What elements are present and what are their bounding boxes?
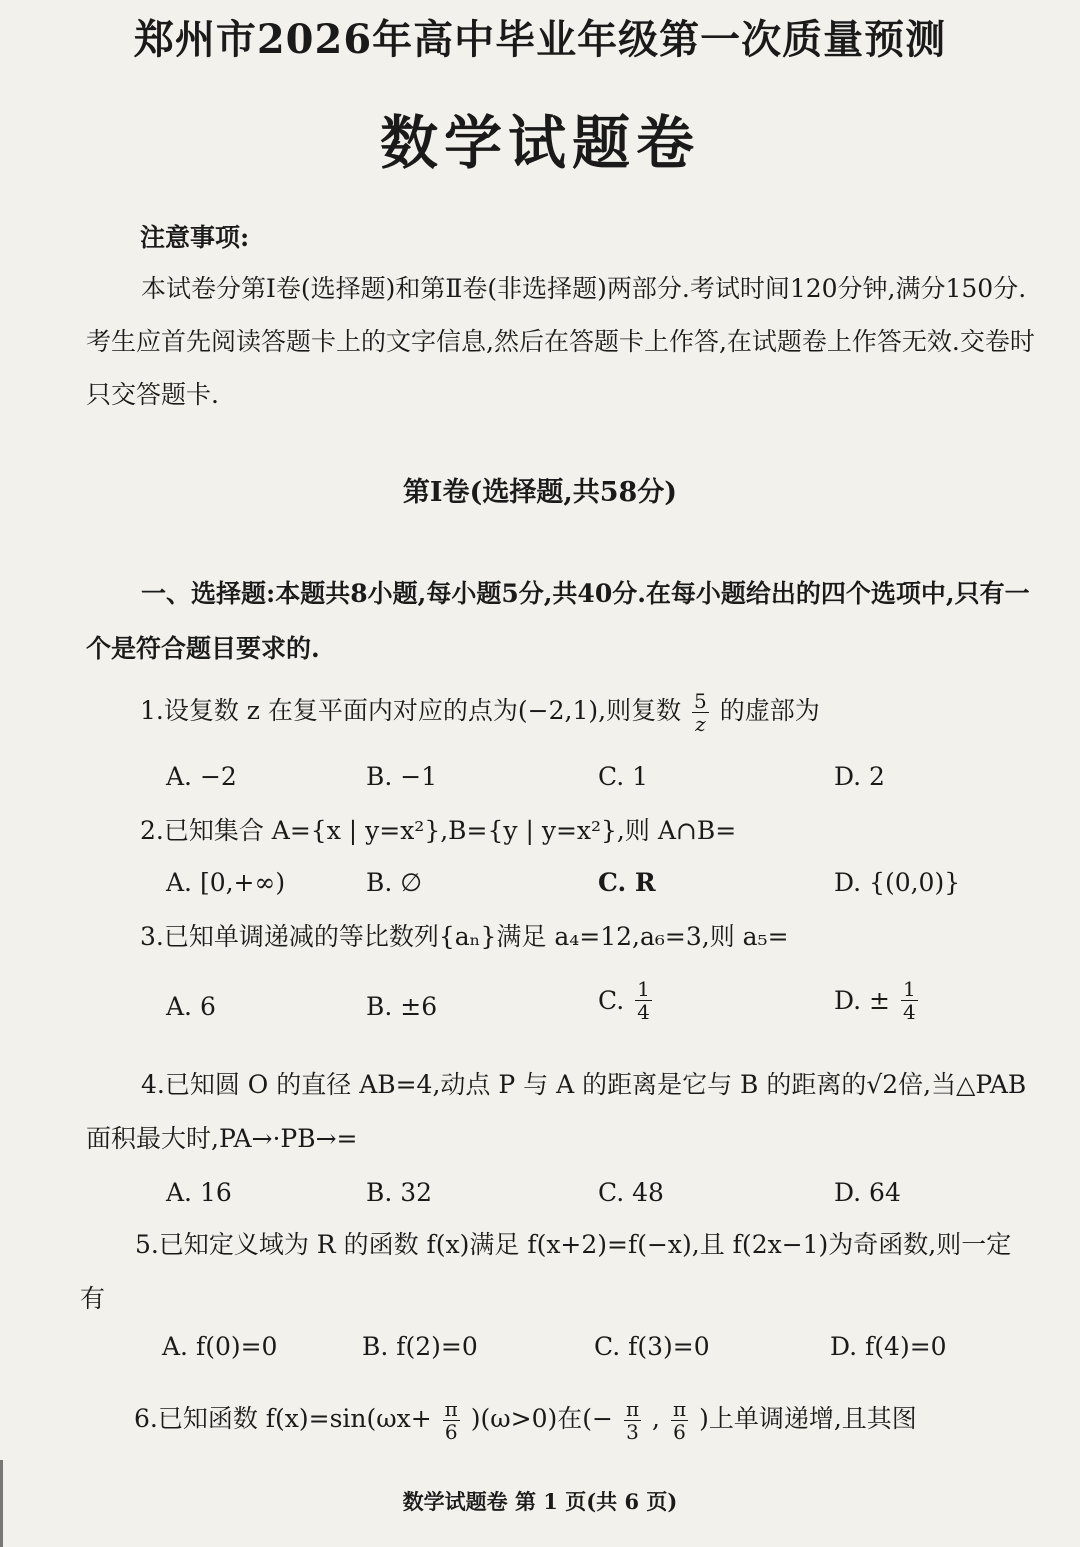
fraction-denominator: 3 <box>626 1420 639 1444</box>
notice-body: 本试卷分第Ⅰ卷(选择题)和第Ⅱ卷(非选择题)两部分.考试时间120分钟,满分150分.考生应首先阅读答题卡上的文字信息,然后在答题卡上作答,在试题卷上作答无效.交卷时只交答题卡. <box>86 274 1035 409</box>
fraction-numerator: π <box>672 1397 687 1421</box>
option-b: B. −1 <box>366 762 438 791</box>
question-6-fraction-3 <box>671 1398 688 1443</box>
section-title: 第Ⅰ卷(选择题,共58分) <box>402 477 678 508</box>
page-footer: 数学试题卷 第 1 页(共 6 页) <box>402 1489 678 1514</box>
question-1-stem-before: 1.设复数 z 在复平面内对应的点为(−2,1),则复数 <box>140 696 682 725</box>
fraction-denominator: 6 <box>444 1420 458 1444</box>
fraction-numerator: π <box>444 1397 458 1421</box>
question-1 <box>140 684 1040 738</box>
fraction-denominator: z <box>695 712 706 736</box>
question-3-stem: 3.已知单调递减的等比数列{aₙ}满足 a₄=12,a₆=3,则 a₅= <box>140 922 789 951</box>
question-2-options <box>166 868 1080 908</box>
option-d-fraction <box>901 978 918 1023</box>
question-6-stem-mid: )(ω>0)在(− <box>470 1404 613 1433</box>
question-2 <box>140 804 1040 858</box>
fraction-denominator: 4 <box>902 1000 916 1024</box>
option-a: A. 16 <box>166 1178 232 1207</box>
fraction-numerator: π <box>625 1397 640 1421</box>
option-c: C. R <box>598 868 656 897</box>
option-d: D. 2 <box>834 762 885 791</box>
fraction-numerator: 5 <box>694 689 707 713</box>
option-d: D. {(0,0)} <box>834 868 961 897</box>
question-5 <box>80 1218 1036 1326</box>
option-a: A. f(0)=0 <box>162 1332 278 1361</box>
question-6-fraction-1 <box>443 1398 460 1443</box>
fraction-denominator: 6 <box>673 1420 686 1444</box>
option-a: A. −2 <box>166 762 237 791</box>
option-a: A. [0,+∞) <box>166 868 286 897</box>
option-d: D. 64 <box>834 1178 901 1207</box>
question-6-stem-mid2: , <box>652 1404 660 1433</box>
option-c: C. f(3)=0 <box>594 1332 710 1361</box>
exam-title: 郑州市2026年高中毕业年级第一次质量预测 <box>133 16 947 63</box>
exam-subtitle: 数学试题卷 <box>379 109 700 177</box>
option-d <box>834 978 921 1023</box>
option-b: B. 32 <box>366 1178 433 1207</box>
option-c <box>598 978 655 1023</box>
question-3-options <box>166 978 1080 1038</box>
question-6-stem-after: )上单调递增,且其图 <box>699 1404 917 1433</box>
question-6-fraction-2 <box>624 1398 641 1443</box>
option-c: C. 1 <box>598 762 649 791</box>
question-5-options <box>162 1332 1080 1372</box>
part-heading: 一、选择题:本题共8小题,每小题5分,共40分.在每小题给出的四个选项中,只有一个是符合题目要求的. <box>86 579 1030 663</box>
question-4-options <box>166 1178 1080 1218</box>
option-b: B. f(2)=0 <box>362 1332 478 1361</box>
option-a: A. 6 <box>166 992 216 1021</box>
fraction-numerator: 1 <box>902 977 916 1001</box>
option-c: C. 48 <box>598 1178 664 1207</box>
question-3 <box>140 910 1040 964</box>
option-c-prefix: C. <box>598 986 625 1015</box>
option-b: B. ±6 <box>366 992 438 1021</box>
question-1-options <box>166 762 1080 802</box>
question-4-stem: 4.已知圆 O 的直径 AB=4,动点 P 与 A 的距离是它与 B 的距离的√2倍,当△PAB 面积最大时,PA→·PB→= <box>86 1070 1027 1153</box>
option-d-prefix: D. ± <box>834 986 890 1015</box>
question-1-stem-after: 的虚部为 <box>719 696 820 725</box>
question-1-fraction <box>692 690 709 735</box>
fraction-denominator: 4 <box>637 1000 650 1024</box>
fraction-numerator: 1 <box>637 977 650 1001</box>
option-d: D. f(4)=0 <box>830 1332 947 1361</box>
question-6 <box>134 1392 1040 1446</box>
question-5-stem: 5.已知定义域为 R 的函数 f(x)满足 f(x+2)=f(−x),且 f(2x−1)为奇函数,则一定有 <box>80 1230 1012 1313</box>
question-2-stem: 2.已知集合 A={x | y=x²},B={y | y=x²},则 A∩B= <box>140 816 737 845</box>
question-4 <box>86 1058 1036 1166</box>
question-6-stem-before: 6.已知函数 f(x)=sin(ωx+ <box>134 1404 432 1433</box>
option-b: B. ∅ <box>366 868 423 897</box>
option-c-fraction <box>635 978 652 1023</box>
notice-heading: 注意事项: <box>140 223 250 252</box>
